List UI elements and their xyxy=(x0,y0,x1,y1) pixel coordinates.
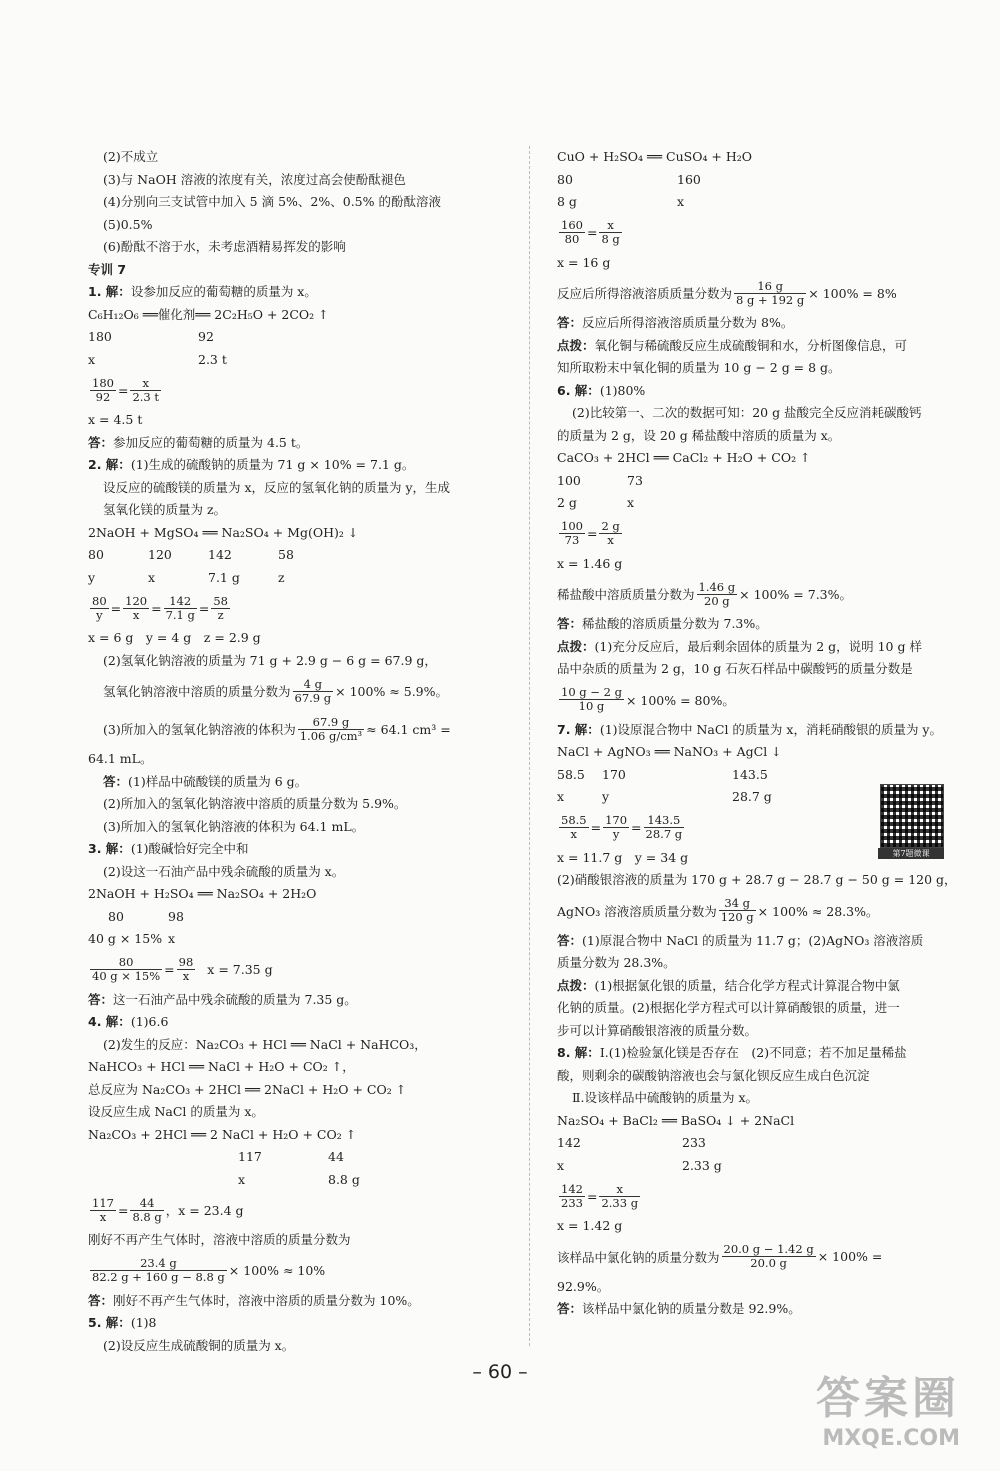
text: (1)充分反应后，最后剩余固体的质量为 2 g，说明 10 g 样 xyxy=(594,638,922,654)
text-line: 氢氧化镁的质量为 z。 xyxy=(103,502,227,517)
numerator: 20.0 g − 1.42 g xyxy=(723,1242,814,1256)
value: 98 xyxy=(168,908,184,924)
answer-label: 答： xyxy=(88,991,114,1007)
denominator: 2.3 t xyxy=(132,389,160,404)
qr-label: 第7题微课 xyxy=(878,848,944,859)
result: x = 4.5 t xyxy=(88,412,143,427)
value: 80 xyxy=(88,547,104,562)
question-number: 6. 解： xyxy=(557,382,600,398)
page-number: – 60 – xyxy=(472,1361,528,1383)
text: 参加反应的葡萄糖的质量为 4.5 t。 xyxy=(113,434,309,450)
text-line xyxy=(88,1252,508,1290)
equation: Na₂CO₃ + 2HCl ══ 2 NaCl + H₂O + CO₂ ↑ xyxy=(88,1126,357,1142)
text-line: 92.9%。 xyxy=(557,1278,610,1294)
value: x xyxy=(148,569,156,585)
text-line xyxy=(557,892,952,930)
numerator: 16 g xyxy=(734,280,806,294)
value: 8 g xyxy=(557,194,577,209)
text-line: (2)比较第一、二次的数据可知：20 g 盐酸完全反应消耗碳酸钙 xyxy=(572,405,922,420)
text: (1)8 xyxy=(130,1315,157,1330)
text: × 100% ≈ 5.9%。 xyxy=(335,684,449,699)
value: x xyxy=(88,351,96,367)
tip xyxy=(557,335,952,358)
text: 氢氧化钠溶液中溶质的质量分数为 xyxy=(103,684,291,699)
denominator: y xyxy=(96,607,103,622)
text: × 100% = xyxy=(817,1249,883,1264)
result: x = 7.35 g xyxy=(207,962,273,977)
numerator: 4 g xyxy=(293,678,334,692)
value: 28.7 g xyxy=(732,789,772,804)
ratio-row xyxy=(88,567,508,590)
value: x xyxy=(677,194,685,209)
numerator: 80 xyxy=(90,956,162,970)
text: × 100% ≈ 28.3%。 xyxy=(757,903,879,919)
ratio-row xyxy=(88,544,508,567)
denominator: x xyxy=(570,827,578,841)
value: 40 g × 15% xyxy=(88,931,163,946)
ratio-row xyxy=(557,169,952,192)
value: 142 xyxy=(208,547,232,562)
value: 233 xyxy=(682,1135,706,1150)
fraction xyxy=(130,377,161,404)
fraction xyxy=(559,219,585,246)
numerator: 10 g − 2 g xyxy=(561,685,622,699)
denominator: 7.1 g xyxy=(165,607,195,622)
value: 142 xyxy=(557,1135,581,1150)
tip-label: 点拨： xyxy=(557,977,595,993)
text: × 100% = 80%。 xyxy=(625,692,735,708)
numerator: 117 xyxy=(92,1195,114,1210)
ratio-row xyxy=(557,1132,952,1155)
answer xyxy=(557,1298,952,1321)
question-number: 2. 解： xyxy=(88,457,131,472)
value: 2.33 g xyxy=(682,1157,722,1173)
denominator: 40 g × 15% xyxy=(92,969,161,983)
denominator: x xyxy=(182,969,190,983)
fraction xyxy=(719,897,756,924)
fraction xyxy=(90,377,116,404)
question-3 xyxy=(88,838,508,861)
numerator: 98 xyxy=(178,955,194,969)
fraction xyxy=(599,1183,640,1210)
value: 100 xyxy=(557,472,581,488)
value: 143.5 xyxy=(732,766,768,782)
value: 160 xyxy=(677,171,701,187)
value: x xyxy=(557,789,565,804)
text-line: Ⅱ.设该样品中硫酸钠的质量为 x。 xyxy=(572,1090,758,1105)
column-divider xyxy=(529,146,531,1346)
text: (1)6.6 xyxy=(130,1014,169,1029)
answer-label: 答： xyxy=(557,616,583,631)
equation: Na₂SO₄ + BaCl₂ ══ BaSO₄ ↓ + 2NaCl xyxy=(557,1112,795,1128)
answer xyxy=(88,432,508,455)
answer xyxy=(88,1290,508,1313)
question-number: 1. 解： xyxy=(88,284,131,299)
value: y xyxy=(602,789,610,804)
tip-label: 点拨： xyxy=(557,337,595,353)
text: 该样品中氯化钠的质量分数为 xyxy=(557,1249,720,1265)
tip xyxy=(557,636,952,659)
fraction xyxy=(123,595,149,622)
fraction xyxy=(90,1257,227,1284)
text: (1)生成的硫酸钠的质量为 71 g × 10% = 7.1 g。 xyxy=(130,457,415,472)
text: 设参加反应的葡萄糖的质量为 x。 xyxy=(130,284,317,299)
numerator: 100 xyxy=(561,519,583,533)
question-6 xyxy=(557,380,952,403)
ratio-row xyxy=(88,349,508,372)
question-5 xyxy=(88,1312,508,1335)
ratio-row xyxy=(88,906,508,929)
ratio-row xyxy=(557,492,952,515)
ratio-row xyxy=(557,764,952,787)
watermark-url: MXQE.COM xyxy=(822,1426,960,1451)
numerator: 80 xyxy=(92,593,107,608)
proportion: $\frac{117}{x}$ = $\frac{44}{8.8 g}$ ，x = 23.4 g xyxy=(92,1195,244,1224)
value: 44 xyxy=(328,1149,344,1164)
text-line: 知所取粉末中氧化铜的质量为 10 g − 2 g = 8 g。 xyxy=(557,360,841,375)
equation: 2NaOH + MgSO₄ ══ Na₂SO₄ + Mg(OH)₂ ↓ xyxy=(88,524,359,540)
answer xyxy=(557,930,952,953)
denominator: y xyxy=(612,827,620,841)
text-line: 64.1 mL。 xyxy=(88,751,153,766)
ratio-row xyxy=(88,1169,508,1192)
numerator: 160 xyxy=(561,218,583,232)
denominator: 20.0 g xyxy=(750,1256,787,1270)
fraction xyxy=(559,814,589,841)
text-line: (2)不成立 xyxy=(103,149,159,164)
text: 反应后所得溶液溶质质量分数为 8%。 xyxy=(582,315,794,330)
text-line: 的质量为 2 g，设 20 g 稀盐酸中溶质的质量为 x。 xyxy=(557,427,841,443)
tip xyxy=(557,975,952,998)
text-line: 酸，则剩余的碳酸钠溶液也会与氯化钡反应生成白色沉淀 xyxy=(557,1067,870,1083)
text-line: (6)酚酞不溶于水，未考虑酒精易挥发的影响 xyxy=(103,239,346,254)
text: (1)设原混合物中 NaCl 的质量为 x，消耗硝酸银的质量为 y。 xyxy=(599,721,942,737)
answer-label: 答： xyxy=(103,773,129,789)
numerator: x xyxy=(599,219,621,233)
result: x = 1.42 g xyxy=(557,1218,623,1233)
denominator: 82.2 g + 160 g − 8.8 g xyxy=(92,1270,225,1284)
value: 7.1 g xyxy=(208,569,240,585)
question-number: 8. 解： xyxy=(557,1045,600,1060)
equation: NaCl + AgNO₃ ══ NaNO₃ + AgCl ↓ xyxy=(557,744,782,759)
value: 58 xyxy=(278,547,294,562)
denominator: 8 g xyxy=(601,232,620,246)
text-line xyxy=(557,681,952,719)
value: x xyxy=(627,495,635,510)
value: 120 xyxy=(148,547,172,562)
text-line: 品中杂质的质量为 2 g，10 g 石灰石样品中碳酸钙的质量分数是 xyxy=(557,661,913,676)
text-line: (5)0.5% xyxy=(103,216,153,232)
text: × 100% = 7.3%。 xyxy=(739,587,853,602)
numerator: 44 xyxy=(130,1197,163,1211)
numerator: 23.4 g xyxy=(90,1257,227,1271)
denominator: 233 xyxy=(561,1195,583,1210)
ratio-row xyxy=(557,1155,952,1178)
fraction xyxy=(90,595,109,622)
numerator: 58 xyxy=(213,593,228,608)
text: 刚好不再产生气体时，溶液中溶质的质量分数为 10%。 xyxy=(113,1292,420,1308)
fraction xyxy=(599,520,621,547)
question-number: 4. 解： xyxy=(88,1014,131,1029)
result: x = 6 g y = 4 g z = 2.9 g xyxy=(88,630,261,645)
proportion: $\frac{80}{40 g \times 15\%}$ = $\frac{98}{x}$ x = 7.35 g xyxy=(92,955,273,983)
section-title: 专训 7 xyxy=(88,261,127,277)
answer-label: 答： xyxy=(557,932,583,948)
text: (3)所加入的氢氧化钠溶液的体积为 xyxy=(103,722,296,737)
text-line: 设反应的硫酸镁的质量为 x，反应的氢氧化钠的质量为 y，生成 xyxy=(103,479,451,495)
fraction xyxy=(734,280,806,307)
value: 58.5 xyxy=(557,766,585,782)
numerator: 2 g xyxy=(601,519,620,533)
text-line: (2)设反应生成硫酸铜的质量为 x。 xyxy=(103,1337,295,1353)
ratio-row xyxy=(88,326,508,349)
value: 117 xyxy=(238,1149,262,1164)
text-line: NaHCO₃ + HCl ══ NaCl + H₂O + CO₂ ↑， xyxy=(88,1059,355,1074)
numerator: 1.46 g xyxy=(698,579,736,594)
value: 80 xyxy=(108,908,124,924)
text: × 100% ≈ 10% xyxy=(228,1263,326,1278)
text-line xyxy=(557,274,952,312)
answer xyxy=(557,312,952,335)
denominator: x xyxy=(607,533,614,547)
fraction xyxy=(599,219,621,246)
text: 反应后所得溶液溶质质量分数为 xyxy=(557,286,733,301)
left-column xyxy=(88,146,508,1357)
fraction xyxy=(603,814,629,841)
value: 73 xyxy=(627,472,643,488)
equation: C₆H₁₂O₆ ══催化剂══ 2C₂H₅O + 2CO₂ ↑ xyxy=(88,306,329,322)
proportion: $\frac{160}{80}$ = $\frac{x}{8 g}$ xyxy=(561,218,620,246)
numerator: 180 xyxy=(92,375,114,390)
proportion: $\frac{58.5}{x}$ = $\frac{170}{y}$ = $\frac{143.5}{28.7 g}$ xyxy=(561,813,683,841)
numerator: 143.5 xyxy=(644,814,685,828)
text-line: 刚好不再产生气体时，溶液中溶质的质量分数为 xyxy=(88,1232,351,1247)
text-line: 步可以计算硝酸银溶液的质量分数。 xyxy=(557,1022,758,1038)
denominator: x xyxy=(132,607,140,622)
answer xyxy=(557,613,952,636)
value: x xyxy=(557,1157,565,1173)
fraction xyxy=(90,1197,116,1224)
value: 92 xyxy=(198,329,214,344)
text: AgNO₃ 溶液溶质质量分数为 xyxy=(557,903,717,919)
ratio-row xyxy=(88,928,508,951)
denominator: 8.8 g xyxy=(132,1209,162,1224)
value: 180 xyxy=(88,329,112,344)
denominator: 80 xyxy=(564,232,580,246)
denominator: z xyxy=(217,607,224,622)
fraction xyxy=(298,716,364,743)
right-column xyxy=(557,146,957,1321)
watermark-logo xyxy=(816,1362,960,1451)
fraction xyxy=(164,595,197,622)
fraction xyxy=(130,1197,163,1224)
qr-code[interactable] xyxy=(880,784,944,848)
text-line: (2)氢氧化钠溶液的质量为 71 g + 2.9 g − 6 g = 67.9 g， xyxy=(103,652,437,668)
text-line: 质量分数为 28.3%。 xyxy=(557,955,676,970)
text-line: (2)所加入的氢氧化钠溶液中溶质的质量分数为 5.9%。 xyxy=(103,796,407,811)
ratio-row xyxy=(557,191,952,214)
question-number: 3. 解： xyxy=(88,841,131,856)
text-line: (3)与 NaOH 溶液的浓度有关，浓度过高会使酚酞褪色 xyxy=(103,171,406,187)
value: x xyxy=(168,931,176,946)
text-line xyxy=(557,575,952,613)
result: x = 16 g xyxy=(557,254,611,270)
text-line xyxy=(88,710,508,748)
denominator: 2.33 g xyxy=(601,1195,639,1210)
proportion: $\frac{142}{233}$ = $\frac{x}{2.33 g}$ xyxy=(561,1181,639,1210)
text: (1)样品中硫酸镁的质量为 6 g。 xyxy=(128,773,308,789)
fraction xyxy=(559,520,585,547)
equation: CaCO₃ + 2HCl ══ CaCl₂ + H₂O + CO₂ ↑ xyxy=(557,450,811,465)
fraction xyxy=(211,595,230,622)
text-line xyxy=(88,672,508,710)
question-number: 5. 解： xyxy=(88,1315,131,1330)
numerator: 142 xyxy=(561,1181,583,1196)
denominator: 120 g xyxy=(720,910,754,924)
numerator: 34 g xyxy=(719,897,756,911)
answer xyxy=(88,771,508,794)
numerator: 67.9 g xyxy=(298,716,364,730)
value: 170 xyxy=(602,766,626,782)
text-line: 化钠的质量。(2)根据化学方程式可以计算硝酸银的质量，进一 xyxy=(557,1000,900,1015)
denominator: 73 xyxy=(564,533,580,547)
text: (1)酸碱恰好完全中和 xyxy=(130,841,249,856)
text: 氧化铜与稀硫酸反应生成硫酸铜和水，分析图像信息，可 xyxy=(594,337,908,353)
text-line: (2)设这一石油产品中残余硫酸的质量为 x。 xyxy=(103,863,345,879)
proportion: $\frac{80}{y}$ = $\frac{120}{x}$ = $\frac{142}{7.1 g}$ = $\frac{58}{z}$ xyxy=(92,593,228,622)
numerator: 120 xyxy=(125,593,148,608)
denominator: 28.7 g xyxy=(645,827,683,841)
denominator: 8 g + 192 g xyxy=(736,292,805,307)
value: 80 xyxy=(557,171,573,187)
tip-label: 点拨： xyxy=(557,638,595,654)
value: x xyxy=(238,1171,246,1187)
numerator: 142 xyxy=(164,595,197,609)
result: x = 11.7 g y = 34 g xyxy=(557,849,689,865)
question-2 xyxy=(88,454,508,477)
value: 8.8 g xyxy=(328,1171,360,1187)
text: (1)原混合物中 NaCl 的质量为 11.7 g；(2)AgNO₃ 溶液溶质 xyxy=(582,932,924,948)
text: (1)根据氯化银的质量，结合化学方程式计算混合物中氯 xyxy=(594,977,900,993)
proportion: $\frac{100}{73}$ = $\frac{2 g}{x}$ xyxy=(561,519,620,547)
ratio-row xyxy=(557,470,952,493)
answer-label: 答： xyxy=(557,1301,583,1316)
question-8 xyxy=(557,1042,952,1065)
denominator: 67.9 g xyxy=(294,690,332,705)
answer-label: 答： xyxy=(88,434,114,450)
fraction xyxy=(697,581,738,608)
numerator: 58.5 xyxy=(561,813,587,827)
fraction xyxy=(293,678,334,705)
fraction xyxy=(559,1183,585,1210)
answer-label: 答： xyxy=(557,315,583,330)
question-7 xyxy=(557,719,952,742)
watermark-text: 答案圈 xyxy=(816,1373,960,1424)
text: 该样品中氯化钠的质量分数是 92.9%。 xyxy=(582,1301,801,1316)
numerator: x xyxy=(130,377,161,391)
question-1 xyxy=(88,281,508,304)
question-number: 7. 解： xyxy=(557,721,600,737)
result: x = 1.46 g xyxy=(557,555,623,571)
equation: 2NaOH + H₂SO₄ ══ Na₂SO₄ + 2H₂O xyxy=(88,886,317,901)
question-4 xyxy=(88,1011,508,1034)
text: 稀盐酸中溶质质量分数为 xyxy=(557,587,695,602)
text-line: (4)分别向三支试管中加入 5 滴 5%、2%、0.5% 的酚酞溶液 xyxy=(103,194,441,209)
value: 2 g xyxy=(557,495,577,510)
text: Ⅰ.(1)检验氯化镁是否存在 (2)不同意；若不加足量稀盐 xyxy=(599,1045,907,1060)
answer-label: 答： xyxy=(88,1292,114,1308)
fraction xyxy=(90,956,162,983)
answer xyxy=(88,989,508,1012)
text: × 100% = 8% xyxy=(808,285,897,301)
value: y xyxy=(88,569,96,585)
denominator: 1.06 g/cm³ xyxy=(299,728,363,743)
text: ≈ 64.1 cm³ = xyxy=(366,721,451,737)
text-line: 总反应为 Na₂CO₃ + 2HCl ══ 2NaCl + H₂O + CO₂ ↑ xyxy=(88,1081,407,1097)
fraction xyxy=(644,814,685,841)
denominator: 10 g xyxy=(578,699,605,713)
text-line: 设反应生成 NaCl 的质量为 x。 xyxy=(88,1104,264,1119)
text: 稀盐酸的溶质质量分数为 7.3%。 xyxy=(582,616,768,631)
denominator: 92 xyxy=(95,389,111,404)
text-line: (2)硝酸银溶液的质量为 170 g + 28.7 g − 28.7 g − 50 g = 120 g， xyxy=(557,872,957,887)
fraction xyxy=(177,956,196,983)
fraction xyxy=(722,1243,816,1270)
numerator: x xyxy=(599,1183,640,1197)
proportion: $\frac{180}{92}$ = $\frac{x}{2.3 t}$ xyxy=(92,375,160,404)
text: (1)80% xyxy=(599,382,646,398)
equation: CuO + H₂SO₄ ══ CuSO₄ + H₂O xyxy=(557,149,753,164)
ratio-row xyxy=(88,1146,508,1169)
fraction xyxy=(559,686,624,713)
text-line: (3)所加入的氢氧化钠溶液的体积为 64.1 mL。 xyxy=(103,818,365,834)
text-line: (2)发生的反应：Na₂CO₃ + HCl ══ NaCl + NaHCO₃， xyxy=(103,1036,427,1052)
value: z xyxy=(278,569,285,585)
text: 这一石油产品中残余硫酸的质量为 7.35 g。 xyxy=(113,991,357,1007)
value: 2.3 t xyxy=(198,351,227,367)
denominator: 20 g xyxy=(704,593,730,608)
text-line xyxy=(557,1238,952,1276)
numerator: 170 xyxy=(605,813,628,827)
denominator: x xyxy=(99,1209,107,1224)
result: ，x = 23.4 g xyxy=(165,1203,244,1218)
